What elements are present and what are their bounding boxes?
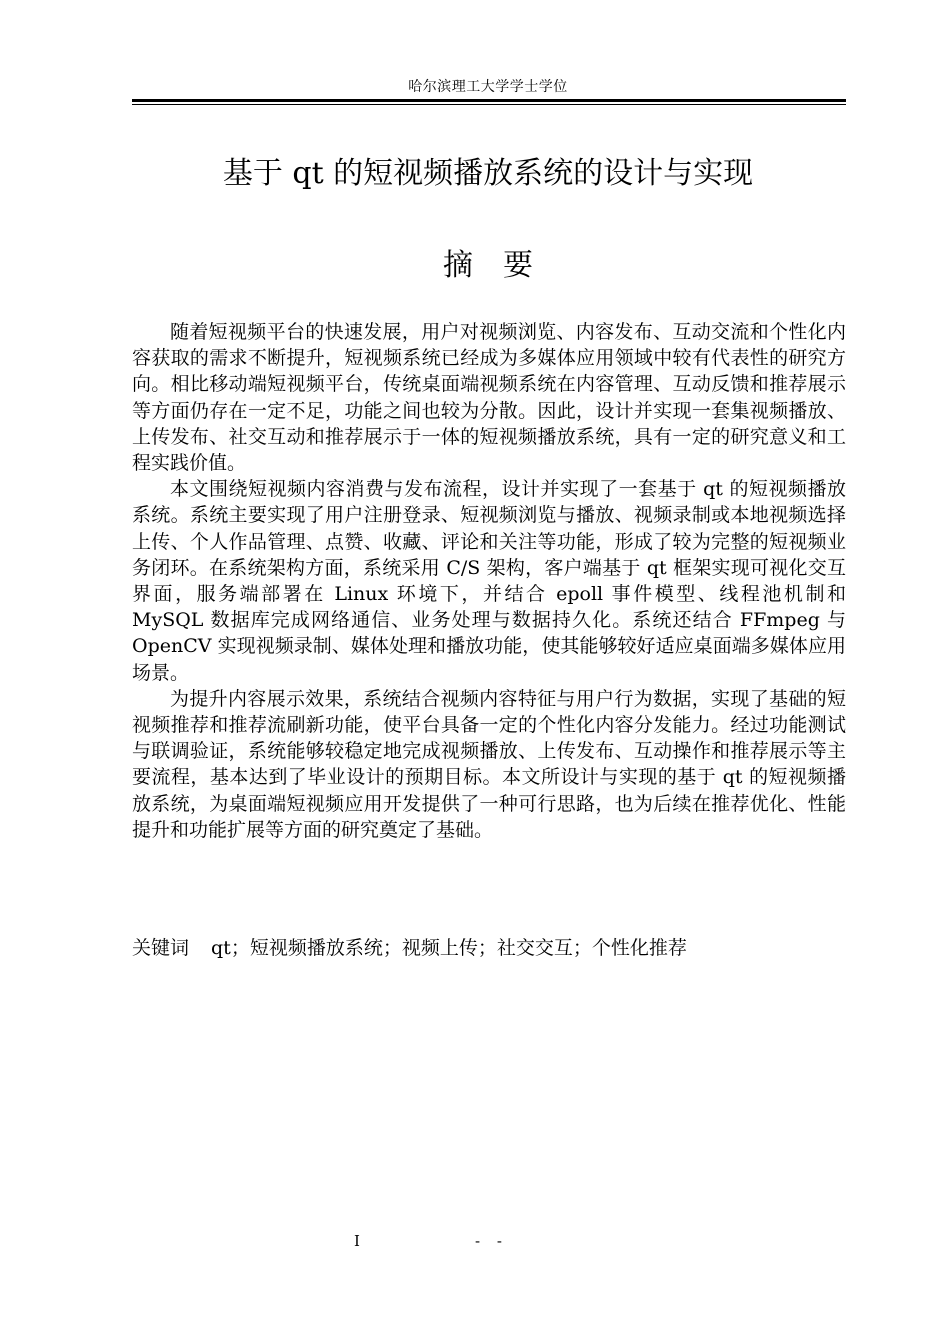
keywords-label: 关键词 [132, 937, 190, 959]
running-header: 哈尔滨理工大学学士学位 [408, 79, 568, 95]
abstract-body [132, 319, 846, 843]
abstract-paragraph-2: 本文围绕短视频内容消费与发布流程，设计并实现了一套基于 qt 的短视频播放系统。系统主要实现了用户注册登录、短视频浏览与播放、视频录制或本地视频选择上传、个人作品管理、点赞、收藏、评论和关注等功能，形成了较为完整的短视频业务闭环。在系统架构方面，系统采用 C/S 架构，客户端基于 qt 框架实现可视化交互界面，服务端部署在 Linux 环境下，并结合 epoll 事件模型、线程池机制和 MySQL 数据库完成网络通信、业务处理与数据持久化。系统还结合 FFmpeg 与 OpenCV 实现视频录制、媒体处理和播放功能，使其能够较好适应桌面端多媒体应用场景。 [132, 478, 846, 684]
keywords-line [132, 935, 846, 961]
header-rule-thick [132, 99, 846, 102]
abstract-paragraph-3: 为提升内容展示效果，系统结合视频内容特征与用户行为数据，实现了基础的短视频推荐和推荐流刷新功能，使平台具备一定的个性化内容分发能力。经过功能测试与联调验证，系统能够较稳定地完成视频播放、上传发布、互动操作和推荐展示等主要流程，基本达到了毕业设计的预期目标。本文所设计与实现的基于 qt 的短视频播放系统，为桌面端短视频应用开发提供了一种可行思路，也为后续在推荐优化、性能提升和功能扩展等方面的研究奠定了基础。 [132, 687, 846, 841]
keywords-text: qt；短视频播放系统；视频上传；社交交互；个性化推荐 [211, 937, 687, 959]
abstract-paragraph-1: 随着短视频平台的快速发展，用户对视频浏览、内容发布、互动交流和个性化内容获取的需求不断提升，短视频系统已经成为多媒体应用领域中较有代表性的研究方向。相比移动端短视频平台，传统桌面端视频系统在内容管理、互动反馈和推荐展示等方面仍存在一定不足，功能之间也较为分散。因此，设计并实现一套集视频播放、上传发布、社交互动和推荐展示于一体的短视频播放系统，具有一定的研究意义和工程实践价值。 [132, 321, 846, 475]
abstract-heading: 摘要 [443, 248, 563, 283]
thesis-title: 基于 qt 的短视频播放系统的设计与实现 [222, 156, 754, 191]
page-number: I [354, 1232, 360, 1250]
header-rule-thin [132, 104, 846, 105]
footer-dashes: - - [475, 1232, 508, 1250]
